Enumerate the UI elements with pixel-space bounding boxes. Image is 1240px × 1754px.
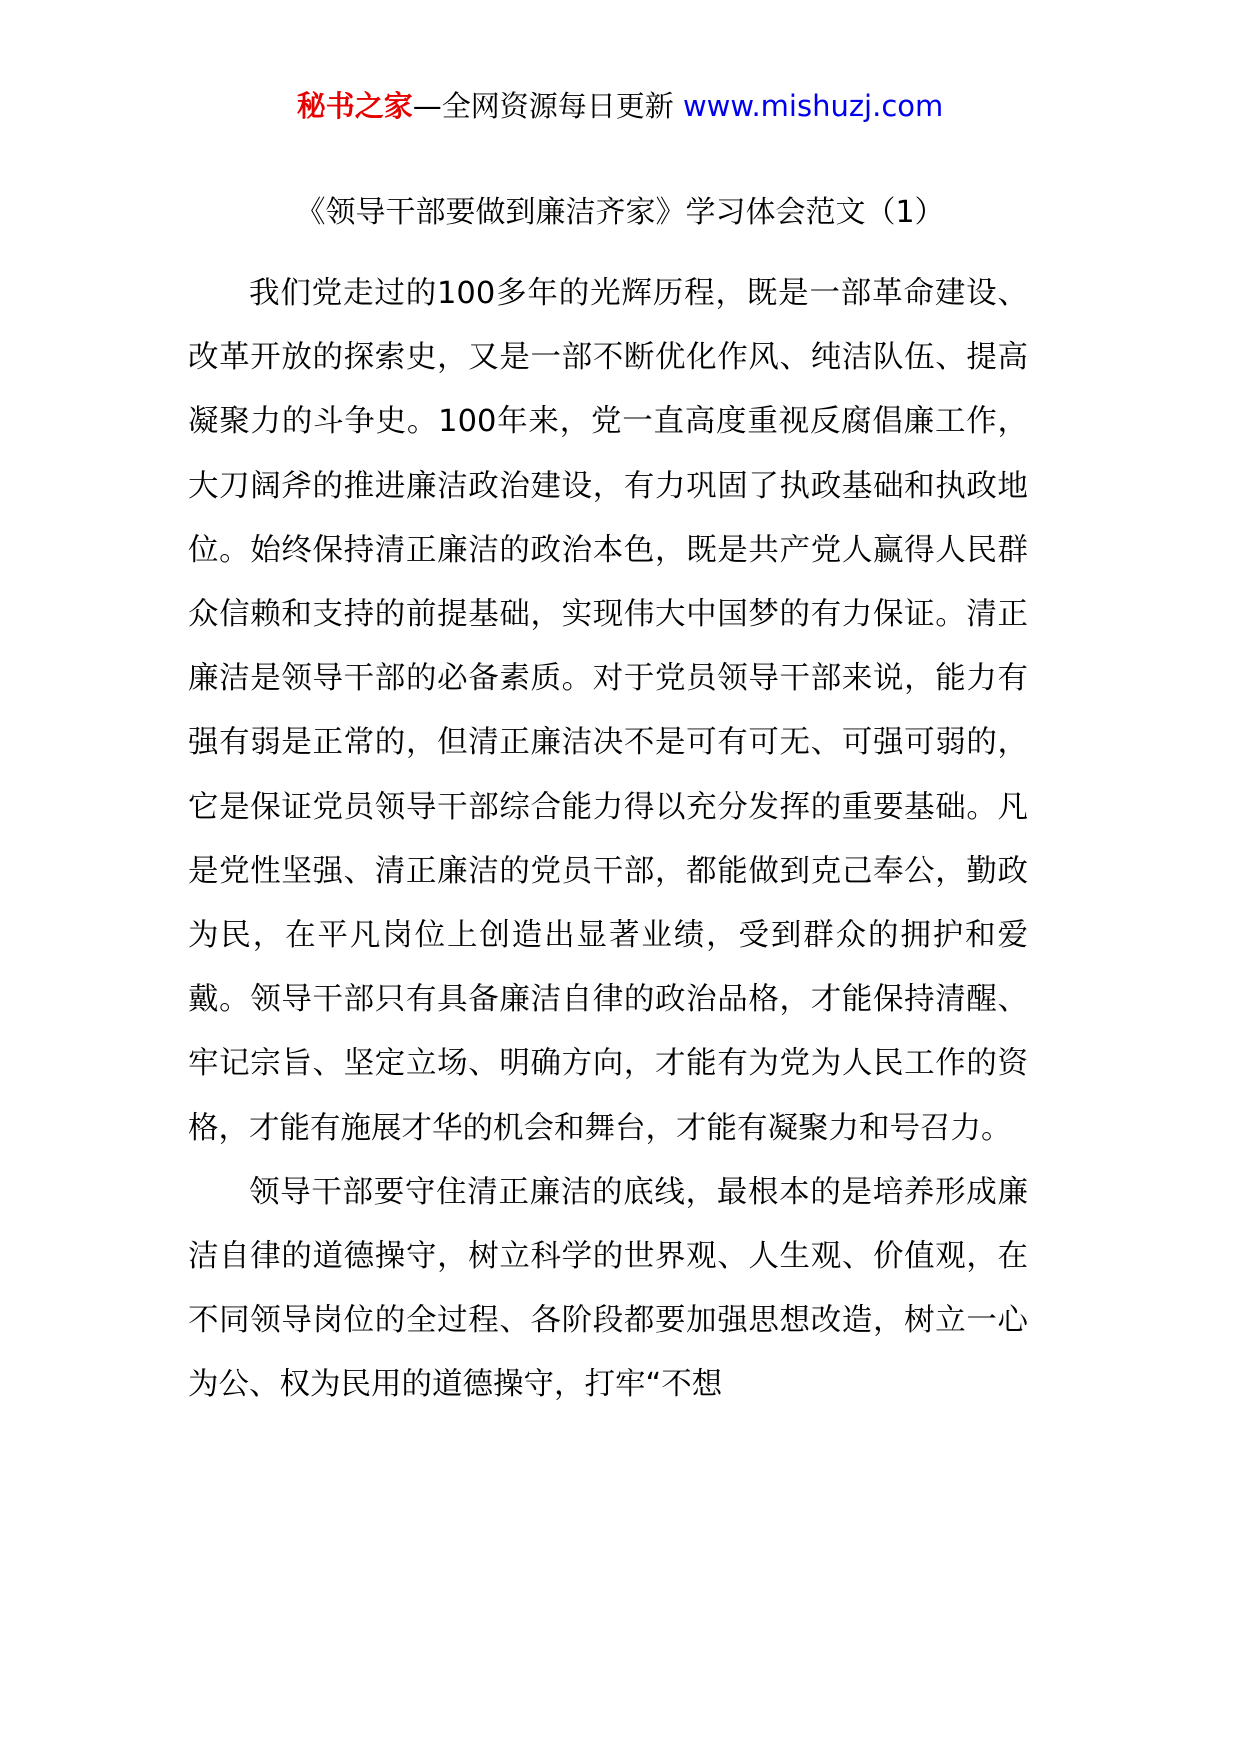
paragraph-1: 我们党走过的100多年的光辉历程，既是一部革命建设、改革开放的探索史，又是一部不断优化作风、纯洁队伍、提高凝聚力的斗争史。100年来，党一直高度重视反腐倡廉工作，大刀阔斧的推进廉洁政治建设，有力巩固了执政基础和执政地位。始终保持清正廉洁的政治本色，既是共产党人赢得人民群众信赖和支持的前提基础，实现伟大中国梦的有力保证。清正廉洁是领导干部的必备素质。对于党员领导干部来说，能力有强有弱是正常的，但清正廉洁决不是可有可无、可强可弱的，它是保证党员领导干部综合能力得以充分发挥的重要基础。凡是党性坚强、清正廉洁的党员干部，都能做到克己奉公，勤政为民，在平凡岗位上创造出显著业绩，受到群众的拥护和爱戴。领导干部只有具备廉洁自律的政治品格，才能保持清醒、牢记宗旨、坚定立场、明确方向，才能有为党为人民工作的资格，才能有施展才华的机会和舞台，才能有凝聚力和号召力。 <box>188 276 1028 1146</box>
site-brand: 秘书之家 <box>296 89 413 123</box>
site-header <box>0 86 1240 126</box>
site-tagline: —全网资源每日更新 <box>412 89 674 123</box>
document-title: 《领导干部要做到廉洁齐家》学习体会范文（1） <box>295 195 945 230</box>
site-url-link[interactable]: www.mishuzj.com <box>682 89 944 123</box>
document-body <box>188 262 1028 1418</box>
paragraph-2: 领导干部要守住清正廉洁的底线，最根本的是培养形成廉洁自律的道德操守，树立科学的世界观、人生观、价值观，在不同领导岗位的全过程、各阶段都要加强思想改造，树立一心为公、权为民用的道德操守，打牢“不想 <box>188 1174 1028 1403</box>
